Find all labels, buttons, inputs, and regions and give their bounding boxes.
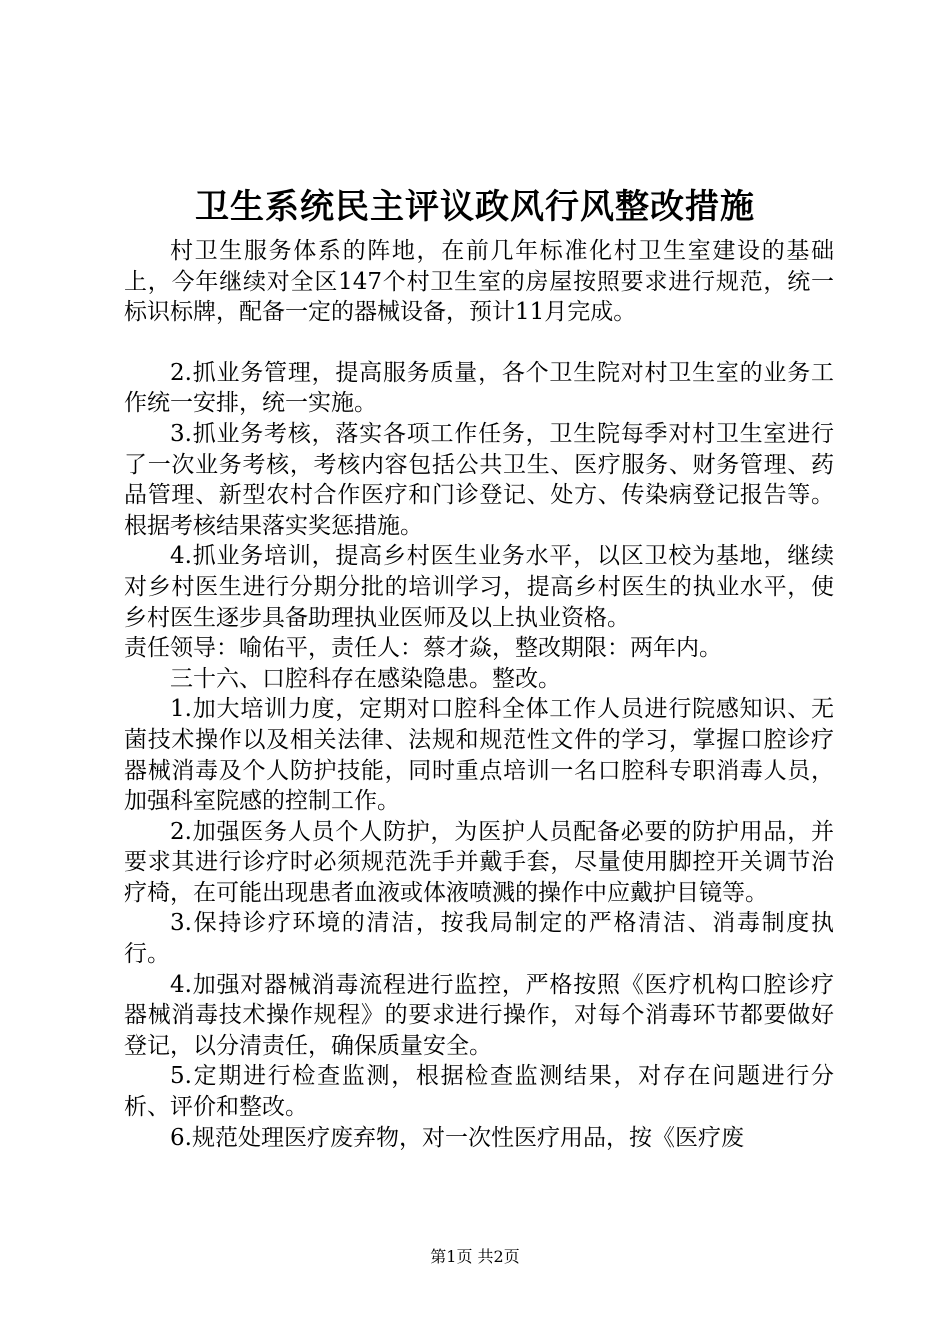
paragraph-item-2-protection: 2.加强医务人员个人防护，为医护人员配备必要的防护用品，并要求其进行诊疗时必须规范洗手并戴手套，尽量使用脚控开关调节治疗椅，在可能出现患者血液或体液喷溅的操作中应戴护目镜等。 (124, 818, 834, 906)
page-number-footer: 第1页 共2页 (430, 1247, 520, 1266)
paragraph-item-2-management: 2.抓业务管理，提高服务质量，各个卫生院对村卫生室的业务工作统一安排，统一实施。 (124, 359, 834, 417)
paragraph-responsibility: 责任领导：喻佑平，责任人：蔡才焱，整改期限：两年内。 (124, 635, 722, 662)
blank-line (124, 328, 834, 358)
paragraph-item-4-training: 4.抓业务培训，提高乡村医生业务水平，以区卫校为基地，继续对乡村医生进行分期分批的培训学习，提高乡村医生的执业水平，使乡村医生逐步具备助理执业医师及以上执业资格。 (124, 543, 834, 631)
paragraph-item-1-training: 1.加大培训力度，定期对口腔科全体工作人员进行院感知识、无菌技术操作以及相关法律、法规和规范性文件的学习，掌握口腔诊疗器械消毒及个人防护技能，同时重点培训一名口腔科专职消毒人员，加强科室院感的控制工作。 (124, 696, 834, 815)
paragraph-section-36-heading: 三十六、口腔科存在感染隐患。整改。 (170, 665, 561, 692)
paragraph-item-6-waste: 6.规范处理医疗废弃物，对一次性医疗用品，按《医疗废 (170, 1124, 744, 1151)
paragraph-item-3-assessment: 3.抓业务考核，落实各项工作任务，卫生院每季对村卫生室进行了一次业务考核，考核内容包括公共卫生、医疗服务、财务管理、药品管理、新型农村合作医疗和门诊登记、处方、传染病登记报告等。根据考核结果落实奖惩措施。 (124, 420, 834, 539)
document-body (124, 236, 834, 1153)
paragraph-intro: 村卫生服务体系的阵地，在前几年标准化村卫生室建设的基础上，今年继续对全区147个村卫生室的房屋按照要求进行规范，统一标识标牌，配备一定的器械设备，预计11月完成。 (124, 238, 834, 326)
paragraph-item-3-cleaning: 3.保持诊疗环境的清洁，按我局制定的严格清洁、消毒制度执行。 (124, 910, 834, 968)
paragraph-item-4-monitoring: 4.加强对器械消毒流程进行监控，严格按照《医疗机构口腔诊疗器械消毒技术操作规程》的要求进行操作，对每个消毒环节都要做好登记，以分清责任，确保质量安全。 (124, 971, 834, 1059)
paragraph-item-5-inspection: 5.定期进行检查监测，根据检查监测结果，对存在问题进行分析、评价和整改。 (124, 1063, 834, 1121)
document-title: 卫生系统民主评议政风行风整改措施 (195, 187, 755, 227)
